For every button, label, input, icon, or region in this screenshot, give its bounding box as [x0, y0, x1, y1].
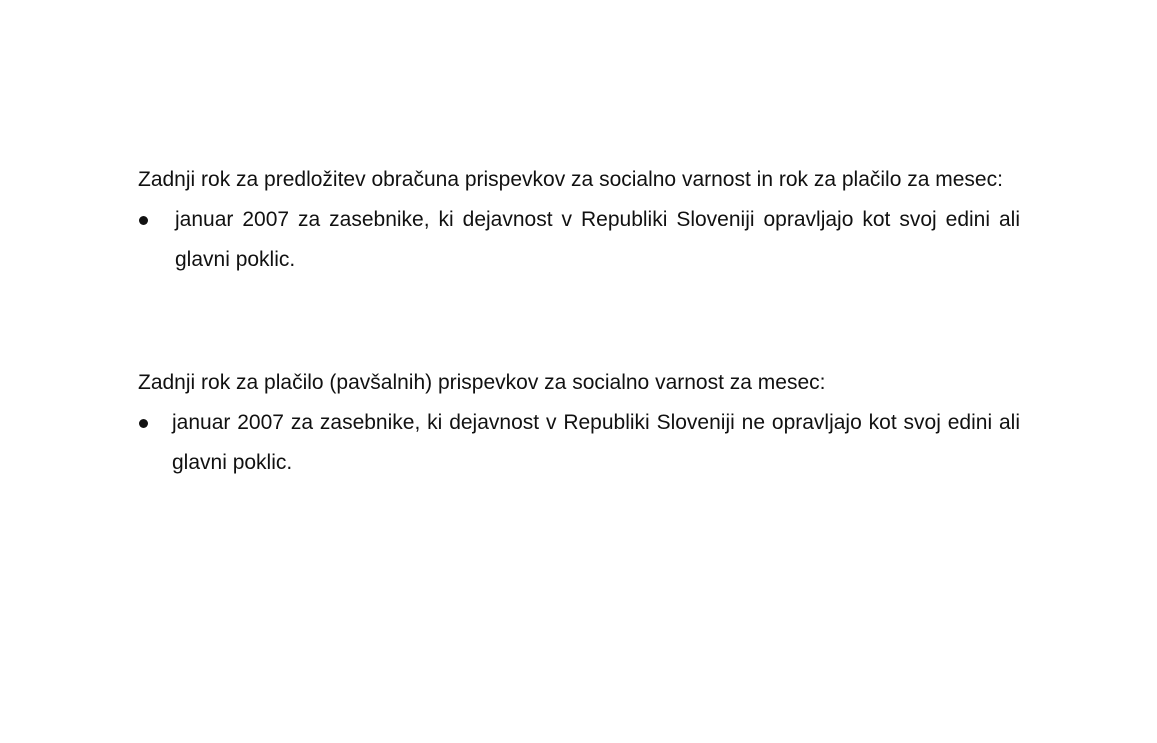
- bullet-list: [138, 200, 1020, 280]
- bullet-icon: [139, 216, 148, 225]
- bullet-list: [138, 403, 1020, 483]
- list-item: [138, 200, 1020, 280]
- list-item-text: januar 2007 za zasebnike, ki dejavnost v Republiki Sloveniji ne opravljajo kot svoj edini ali glavni poklic.: [172, 411, 1020, 474]
- list-item-text: januar 2007 za zasebnike, ki dejavnost v Republiki Sloveniji opravljajo kot svoj edini ali glavni poklic.: [175, 208, 1020, 271]
- bullet-icon: [139, 419, 148, 428]
- section-payment-deadline: [138, 363, 1020, 483]
- section-submission-deadline: [138, 160, 1020, 280]
- section-heading: Zadnji rok za plačilo (pavšalnih) prispevkov za socialno varnost za mesec:: [138, 371, 826, 394]
- list-item: [138, 403, 1020, 483]
- section-heading: Zadnji rok za predložitev obračuna prispevkov za socialno varnost in rok za plačilo za mesec:: [138, 168, 1003, 191]
